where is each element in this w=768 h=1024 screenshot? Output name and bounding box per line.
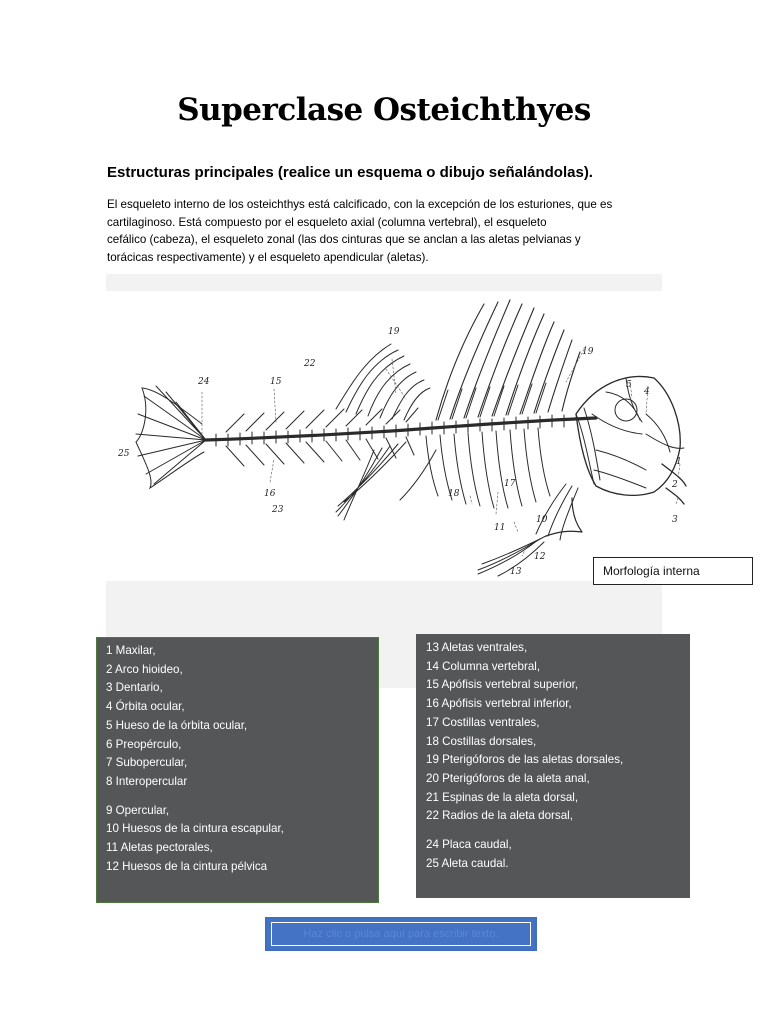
label-4: 4 [644, 387, 650, 397]
intro-line: cefálico (cabeza), el esqueleto zonal (las dos cinturas que se anclan a las aletas pelvianas y [107, 233, 581, 246]
legend-item: 9 Opercular, [106, 803, 170, 817]
caudal-fin-outline [136, 388, 204, 488]
legend-item: 3 Dentario, [106, 681, 163, 695]
fish-skeleton-figure [106, 274, 682, 688]
legend-item: 25 Aleta caudal. [426, 856, 509, 870]
legend-item: 4 Órbita ocular, [106, 700, 185, 714]
legend-item: 8 Interopercular [106, 774, 188, 788]
intro-line: cartilaginoso. Está compuesto por el esqueleto axial (columna vertebral), el esqueleto [107, 215, 547, 229]
pelvic-girdle [546, 498, 582, 536]
legend-item: 6 Preopérculo, [106, 737, 182, 751]
soft-dorsal-fin [336, 344, 430, 420]
label-15: 15 [270, 377, 282, 387]
label-24: 24 [198, 377, 210, 387]
legend-list [106, 642, 378, 792]
legend-item: 24 Placa caudal, [426, 838, 512, 852]
intro-paragraph [107, 196, 667, 266]
legend-item: 1 Maxilar, [106, 644, 156, 657]
label-19-top: 19 [388, 327, 400, 337]
label-2: 2 [672, 480, 678, 490]
legend-list [426, 836, 690, 873]
legend-item: 5 Hueso de la órbita ocular, [106, 718, 248, 732]
legend-panel-head [96, 637, 379, 903]
legend-item: 18 Costillas dorsales, [426, 734, 537, 748]
label-10: 10 [536, 515, 548, 525]
intro-line: El esqueleto interno de los osteichthys está calcificado, con la excepción de los esturiones, que es [107, 198, 613, 211]
label-25: 25 [118, 449, 130, 459]
legend-item: 17 Costillas ventrales, [426, 715, 540, 729]
text-placeholder-control[interactable] [265, 917, 537, 951]
label-23: 23 [272, 505, 284, 515]
label-16: 16 [264, 489, 276, 499]
skull-details [592, 378, 684, 488]
legend-item: 19 Pterigóforos de las aletas dorsales, [426, 753, 624, 767]
legend-item: 7 Subopercular, [106, 756, 188, 770]
label-11: 11 [494, 523, 506, 533]
label-17: 17 [504, 479, 516, 489]
placeholder-inner-border [271, 922, 531, 946]
label-13: 13 [510, 567, 522, 577]
legend-item: 10 Huesos de la cintura escapular, [106, 822, 284, 836]
neural-spines [226, 408, 418, 432]
legend-item: 16 Apófisis vertebral inferior, [426, 697, 572, 711]
legend-item: 11 Aletas pectorales, [106, 841, 213, 855]
label-12: 12 [534, 552, 546, 562]
label-3: 3 [672, 515, 678, 525]
anal-fin [336, 442, 436, 520]
placeholder-text: Haz clic o pulsa aquí para escribir texto. [303, 928, 499, 940]
legend-item: 21 Espinas de la aleta dorsal, [426, 790, 579, 804]
legend-panel-body [416, 634, 690, 898]
fish-skeleton-illustration [106, 274, 688, 584]
legend-item: 20 Pterigóforos de la aleta anal, [426, 771, 590, 785]
legend-item: 2 Arco hioideo, [106, 662, 183, 676]
legend-list [426, 639, 690, 826]
label-22: 22 [304, 359, 316, 369]
label-5: 5 [626, 380, 632, 390]
legend-list [106, 802, 378, 877]
label-18: 18 [448, 489, 460, 499]
legend-item: 14 Columna vertebral, [426, 659, 541, 673]
legend-item: 22 Radios de la aleta dorsal, [426, 809, 573, 823]
label-19-right: 19 [582, 347, 594, 357]
section-heading: Estructuras principales (realice un esquema o dibujo señalándolas). [107, 164, 593, 181]
legend-item: 13 Aletas ventrales, [426, 641, 528, 654]
page-title: Superclase Osteichthyes [177, 92, 591, 128]
figure-caption: Morfología interna [593, 557, 753, 585]
legend-item: 12 Huesos de la cintura pélvica [106, 859, 268, 873]
ribs [426, 428, 550, 508]
label-1: 1 [676, 457, 682, 467]
intro-line: torácicas respectivamente) y el esqueleto apendicular (aletas). [107, 250, 429, 264]
legend-item: 15 Apófisis vertebral superior, [426, 678, 579, 692]
eye-orbit [615, 399, 637, 421]
